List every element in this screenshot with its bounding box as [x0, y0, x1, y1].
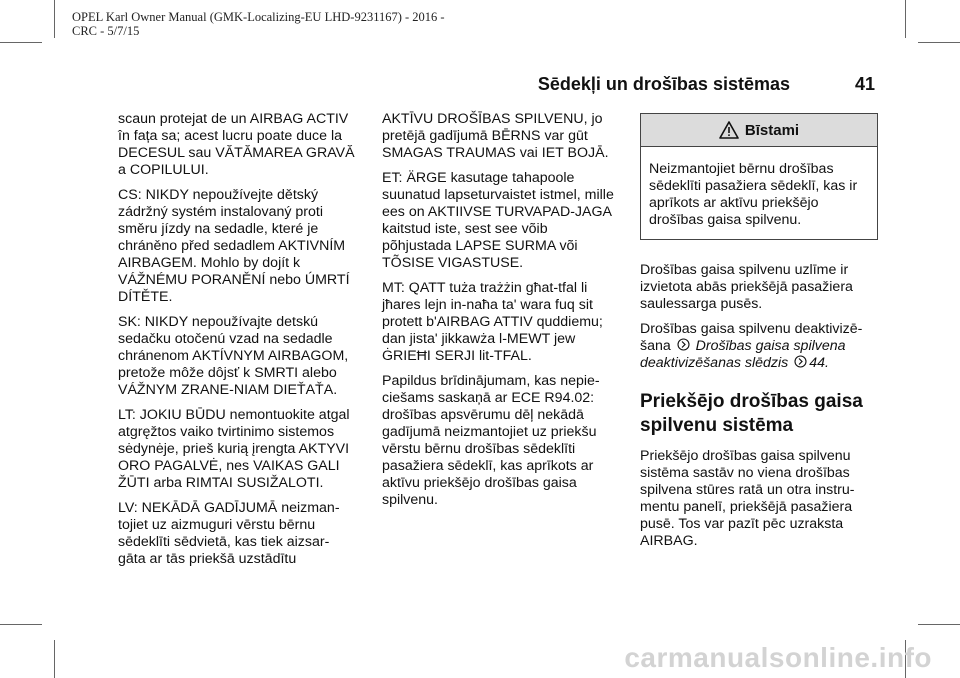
text-column-1: [118, 111, 356, 576]
paragraph: MT: QATT tuża trażżin għat-tfal li jħares lejn in-naħa ta' wara fuq sit protett b'AIRBAG ATTIV quddiemu; dan jista' jikkawża l-MEWT jew ĠRIEĦI SERJI lit-TFAL.: [382, 280, 603, 364]
crop-mark-top-right: [918, 42, 960, 43]
paragraph: Priekšējo drošības gaisa spilvenu sistēma sastāv no viena drošības spilvena stūres ratā un otra instru-mentu panelī, priekšējā pasažiera pusē. Tos var pazīt pēc uzraksta AIRBAG.: [640, 448, 855, 549]
paragraph: scaun protejat de un AIRBAG ACTIV în fața sa; acest lucru poate duce la DECESUL sau VĂTĂMAREA GRAVĂ a COPILULUI.: [118, 111, 355, 178]
cross-reference-arrow-icon: [677, 338, 690, 351]
document-meta: [72, 10, 445, 38]
crop-mark-top-right-vertical: [905, 0, 906, 38]
period: .: [825, 355, 829, 371]
paragraph: AKTĪVU DROŠĪBAS SPILVENU, jo pretējā gadījumā BĒRNS var gūt SMAGAS TRAUMAS vai IET BOJĀ.: [382, 111, 609, 161]
section-title: Sēdekļi un drošības sistēmas: [537, 74, 790, 94]
crop-mark-bottom-left: [0, 624, 42, 625]
crop-mark-bottom-left-vertical: [54, 640, 55, 678]
paragraph: CS: NIKDY nepoužívejte dětský zádržný systém instalovaný proti směru jízdy na sedadle, které je chráněno před sedadlem AKTIVNÍM AIRBAGEM. Mohlo by dojít k VÁŽNÉMU PORANĚNÍ nebo ÚMRTÍ DÍTĚTE.: [118, 187, 350, 305]
document-meta-line-2: CRC - 5/7/15: [72, 24, 140, 38]
text-column-2: [382, 111, 620, 517]
warning-body: Neizmantojiet bērnu drošības sēdeklīti pasažiera sēdeklī, kas ir aprīkots ar aktīvu priekšējo drošības gaisa spilvenu.: [649, 161, 858, 228]
paragraph: Papildus brīdinājumam, kas nepie-ciešams saskaņā ar ECE R94.02: drošības apsvērumu dēļ nekādā gadījumā neizmantojiet uz priekšu vērstu bērnu drošības sēdeklīti pasažiera sēdeklī, kas aprīkots ar aktīvu priekšējo drošības gaisa spilvenu.: [382, 373, 600, 508]
text-column-3: [640, 113, 878, 558]
paragraph: LT: JOKIU BŪDU nemontuokite atgal atgręžtos vaiko tvirtinimo sistemos sėdynėje, prieš kurią įrengta AKTYVI ORO PAGALVĖ, nes VAIKAS GALI ŽŪTI arba RIMTAI SUSIŽALOTI.: [118, 407, 350, 491]
paragraph-with-reference: [640, 321, 878, 372]
document-meta-line-1: OPEL Karl Owner Manual (GMK-Localizing-EU LHD-9231167) - 2016 -: [72, 10, 445, 24]
paragraph: ET: ÄRGE kasutage tahapoole suunatud lapseturvaistet istmel, mille ees on AKTIIVSE TURVAPAD-JAGA kaitstud iste, sest see võib põhjustada LAPSE SURMA või TÕSISE VIGASTUSE.: [382, 170, 614, 271]
warning-header: [641, 114, 877, 147]
cross-reference-page[interactable]: 44: [809, 355, 825, 371]
danger-warning-box: [640, 113, 878, 240]
subsection-heading: Priekšējo drošības gaisa spilvenu sistēma: [640, 391, 863, 436]
paragraph-text: Drošības gaisa spilvenu deaktivizē-šana: [640, 321, 863, 354]
paragraph: SK: NIKDY nepoužívajte detskú sedačku otočenú vzad na sedadle chránenom AKTÍVNYM AIRBAGOM, pretože môže dôjsť k SMRTI alebo VÁŽNYM ZRANE-NIAM DIEŤAŤA.: [118, 314, 349, 398]
warning-triangle-icon: [719, 121, 739, 139]
cross-reference-arrow-icon: [794, 355, 807, 368]
paragraph: LV: NEKĀDĀ GADĪJUMĀ neizman-tojiet uz aizmuguri vērstu bērnu sēdeklīti sēdvietā, kas tiek aizsar-gāta ar tās priekšā uzstādītu: [118, 500, 340, 567]
crop-mark-bottom-right: [918, 624, 960, 625]
watermark: carmanualsonline.info: [624, 642, 932, 673]
cross-reference-link[interactable]: Drošības gaisa spilvena deaktivizēšanas slēdzis: [640, 338, 846, 371]
crop-mark-top-left: [0, 42, 42, 43]
page-number: 41: [855, 74, 876, 94]
paragraph: Drošības gaisa spilvenu uzlīme ir izvietota abās priekšējā pasažiera saulessarga pusēs.: [640, 262, 853, 312]
crop-mark-top-left-vertical: [54, 0, 55, 38]
warning-title: Bīstami: [744, 121, 800, 139]
